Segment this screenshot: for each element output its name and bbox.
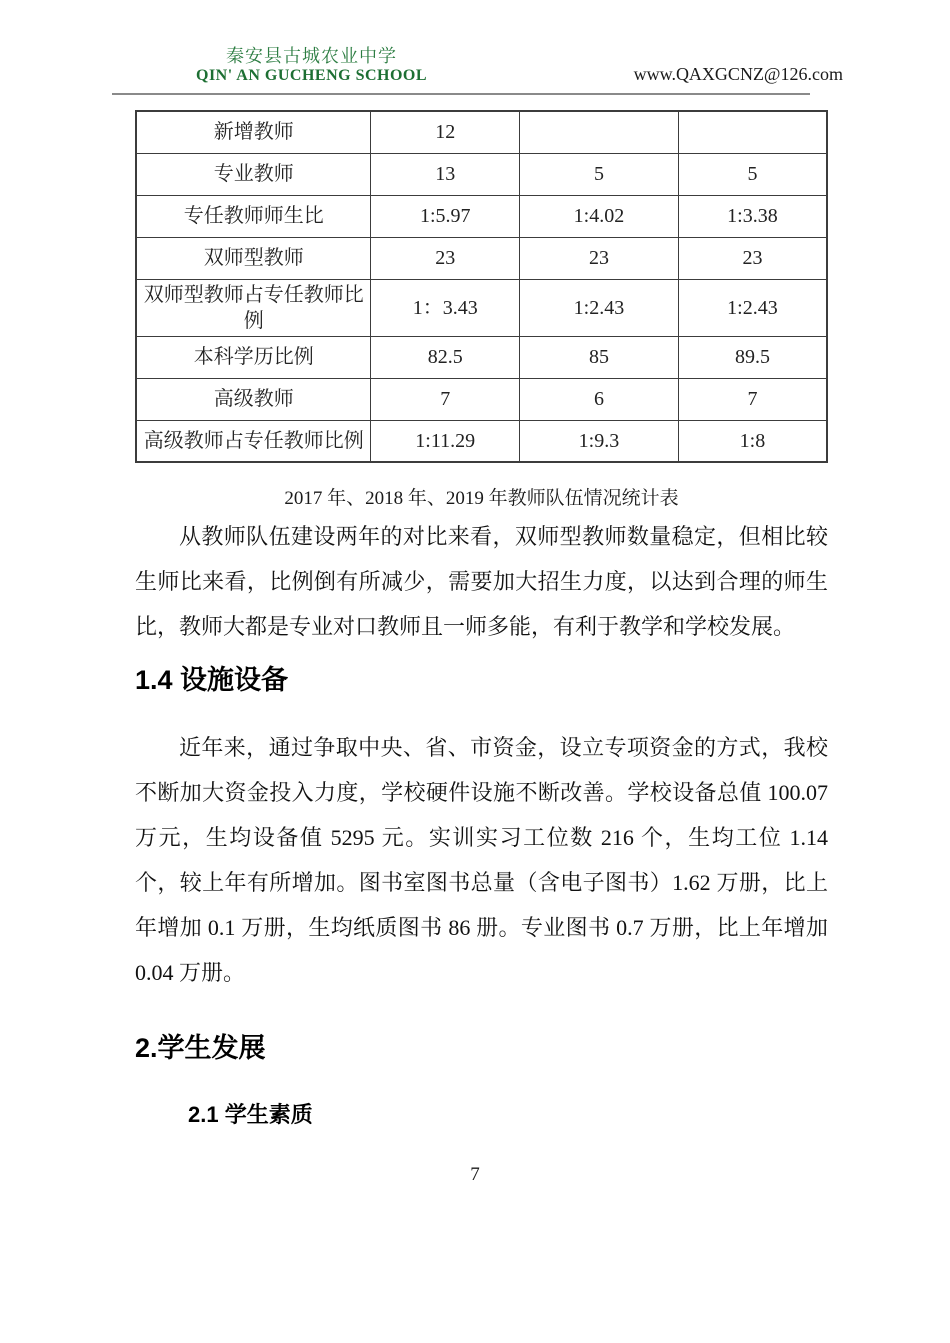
table-row bbox=[136, 195, 827, 237]
metric-value: 1:4.02 bbox=[520, 195, 679, 237]
heading-section-2: 2.学生发展 bbox=[135, 1033, 266, 1064]
table-row bbox=[136, 378, 827, 420]
paragraph-teacher-analysis: 从教师队伍建设两年的对比来看，双师型教师数量稳定，但相比较生师比来看，比例倒有所减少，需要加大招生力度，以达到合理的师生比，教师大都是专业对口教师且一师多能，有利于教学和学校发展。 bbox=[135, 524, 828, 640]
metric-value bbox=[678, 111, 827, 153]
heading-section-2-1: 2.1 学生素质 bbox=[188, 1102, 313, 1128]
metric-value: 1:5.97 bbox=[371, 195, 520, 237]
metric-value: 23 bbox=[520, 237, 679, 279]
metric-value: 13 bbox=[371, 153, 520, 195]
table-row bbox=[136, 420, 827, 462]
metric-label: 本科学历比例 bbox=[136, 336, 371, 378]
metric-value: 89.5 bbox=[678, 336, 827, 378]
school-logo-block bbox=[196, 46, 427, 85]
metric-value: 5 bbox=[520, 153, 679, 195]
table-row bbox=[136, 336, 827, 378]
metric-value: 1:2.43 bbox=[520, 279, 679, 336]
school-name-english: QIN' AN GUCHENG SCHOOL bbox=[196, 66, 428, 84]
table-caption: 2017 年、2018 年、2019 年教师队伍情况统计表 bbox=[284, 488, 679, 510]
school-website-text: www.QAXGCNZ@126.com bbox=[633, 64, 843, 85]
metric-value: 82.5 bbox=[371, 336, 520, 378]
heading-section-1-4: 1.4 设施设备 bbox=[135, 665, 289, 696]
header-divider bbox=[112, 93, 810, 95]
metric-value: 23 bbox=[371, 237, 520, 279]
metric-value: 7 bbox=[371, 378, 520, 420]
metric-value: 5 bbox=[678, 153, 827, 195]
metric-value: 1：3.43 bbox=[371, 279, 520, 336]
metric-label: 双师型教师 bbox=[136, 237, 371, 279]
teacher-stats-table bbox=[135, 110, 828, 463]
table-row bbox=[136, 237, 827, 279]
metric-value: 1:9.3 bbox=[520, 420, 679, 462]
metric-value: 85 bbox=[520, 336, 679, 378]
page-header bbox=[0, 0, 950, 85]
metric-value bbox=[520, 111, 679, 153]
table-row bbox=[136, 153, 827, 195]
table-row bbox=[136, 111, 827, 153]
page-number: 7 bbox=[470, 1164, 480, 1186]
table-row bbox=[136, 279, 827, 336]
metric-value: 7 bbox=[678, 378, 827, 420]
metric-value: 1:11.29 bbox=[371, 420, 520, 462]
metric-value: 23 bbox=[678, 237, 827, 279]
metric-value: 1:8 bbox=[678, 420, 827, 462]
school-name-chinese: 秦安县古城农业中学 bbox=[226, 46, 398, 66]
metric-value: 6 bbox=[520, 378, 679, 420]
metric-label: 新增教师 bbox=[136, 111, 371, 153]
metric-value: 12 bbox=[371, 111, 520, 153]
metric-value: 1:3.38 bbox=[678, 195, 827, 237]
metric-label: 高级教师占专任教师比例 bbox=[136, 420, 371, 462]
metric-label: 专任教师师生比 bbox=[136, 195, 371, 237]
metric-label: 高级教师 bbox=[136, 378, 371, 420]
paragraph-facilities: 近年来，通过争取中央、省、市资金，设立专项资金的方式，我校不断加大资金投入力度，学校硬件设施不断改善。学校设备总值 100.07 万元，生均设备值 5295 元。实训实习工位数 216 个，生均工位 1.14 个，较上年有所增加。图书室图书总量（含电子图书）1.62 万册，比上年增加 0.1 万册，生均纸质图书 86 册。专业图书 0.7 万册，比上年增加 0.04 万册。 bbox=[135, 735, 828, 986]
metric-label: 双师型教师占专任教师比例 bbox=[136, 279, 371, 336]
metric-value: 1:2.43 bbox=[678, 279, 827, 336]
metric-label: 专业教师 bbox=[136, 153, 371, 195]
